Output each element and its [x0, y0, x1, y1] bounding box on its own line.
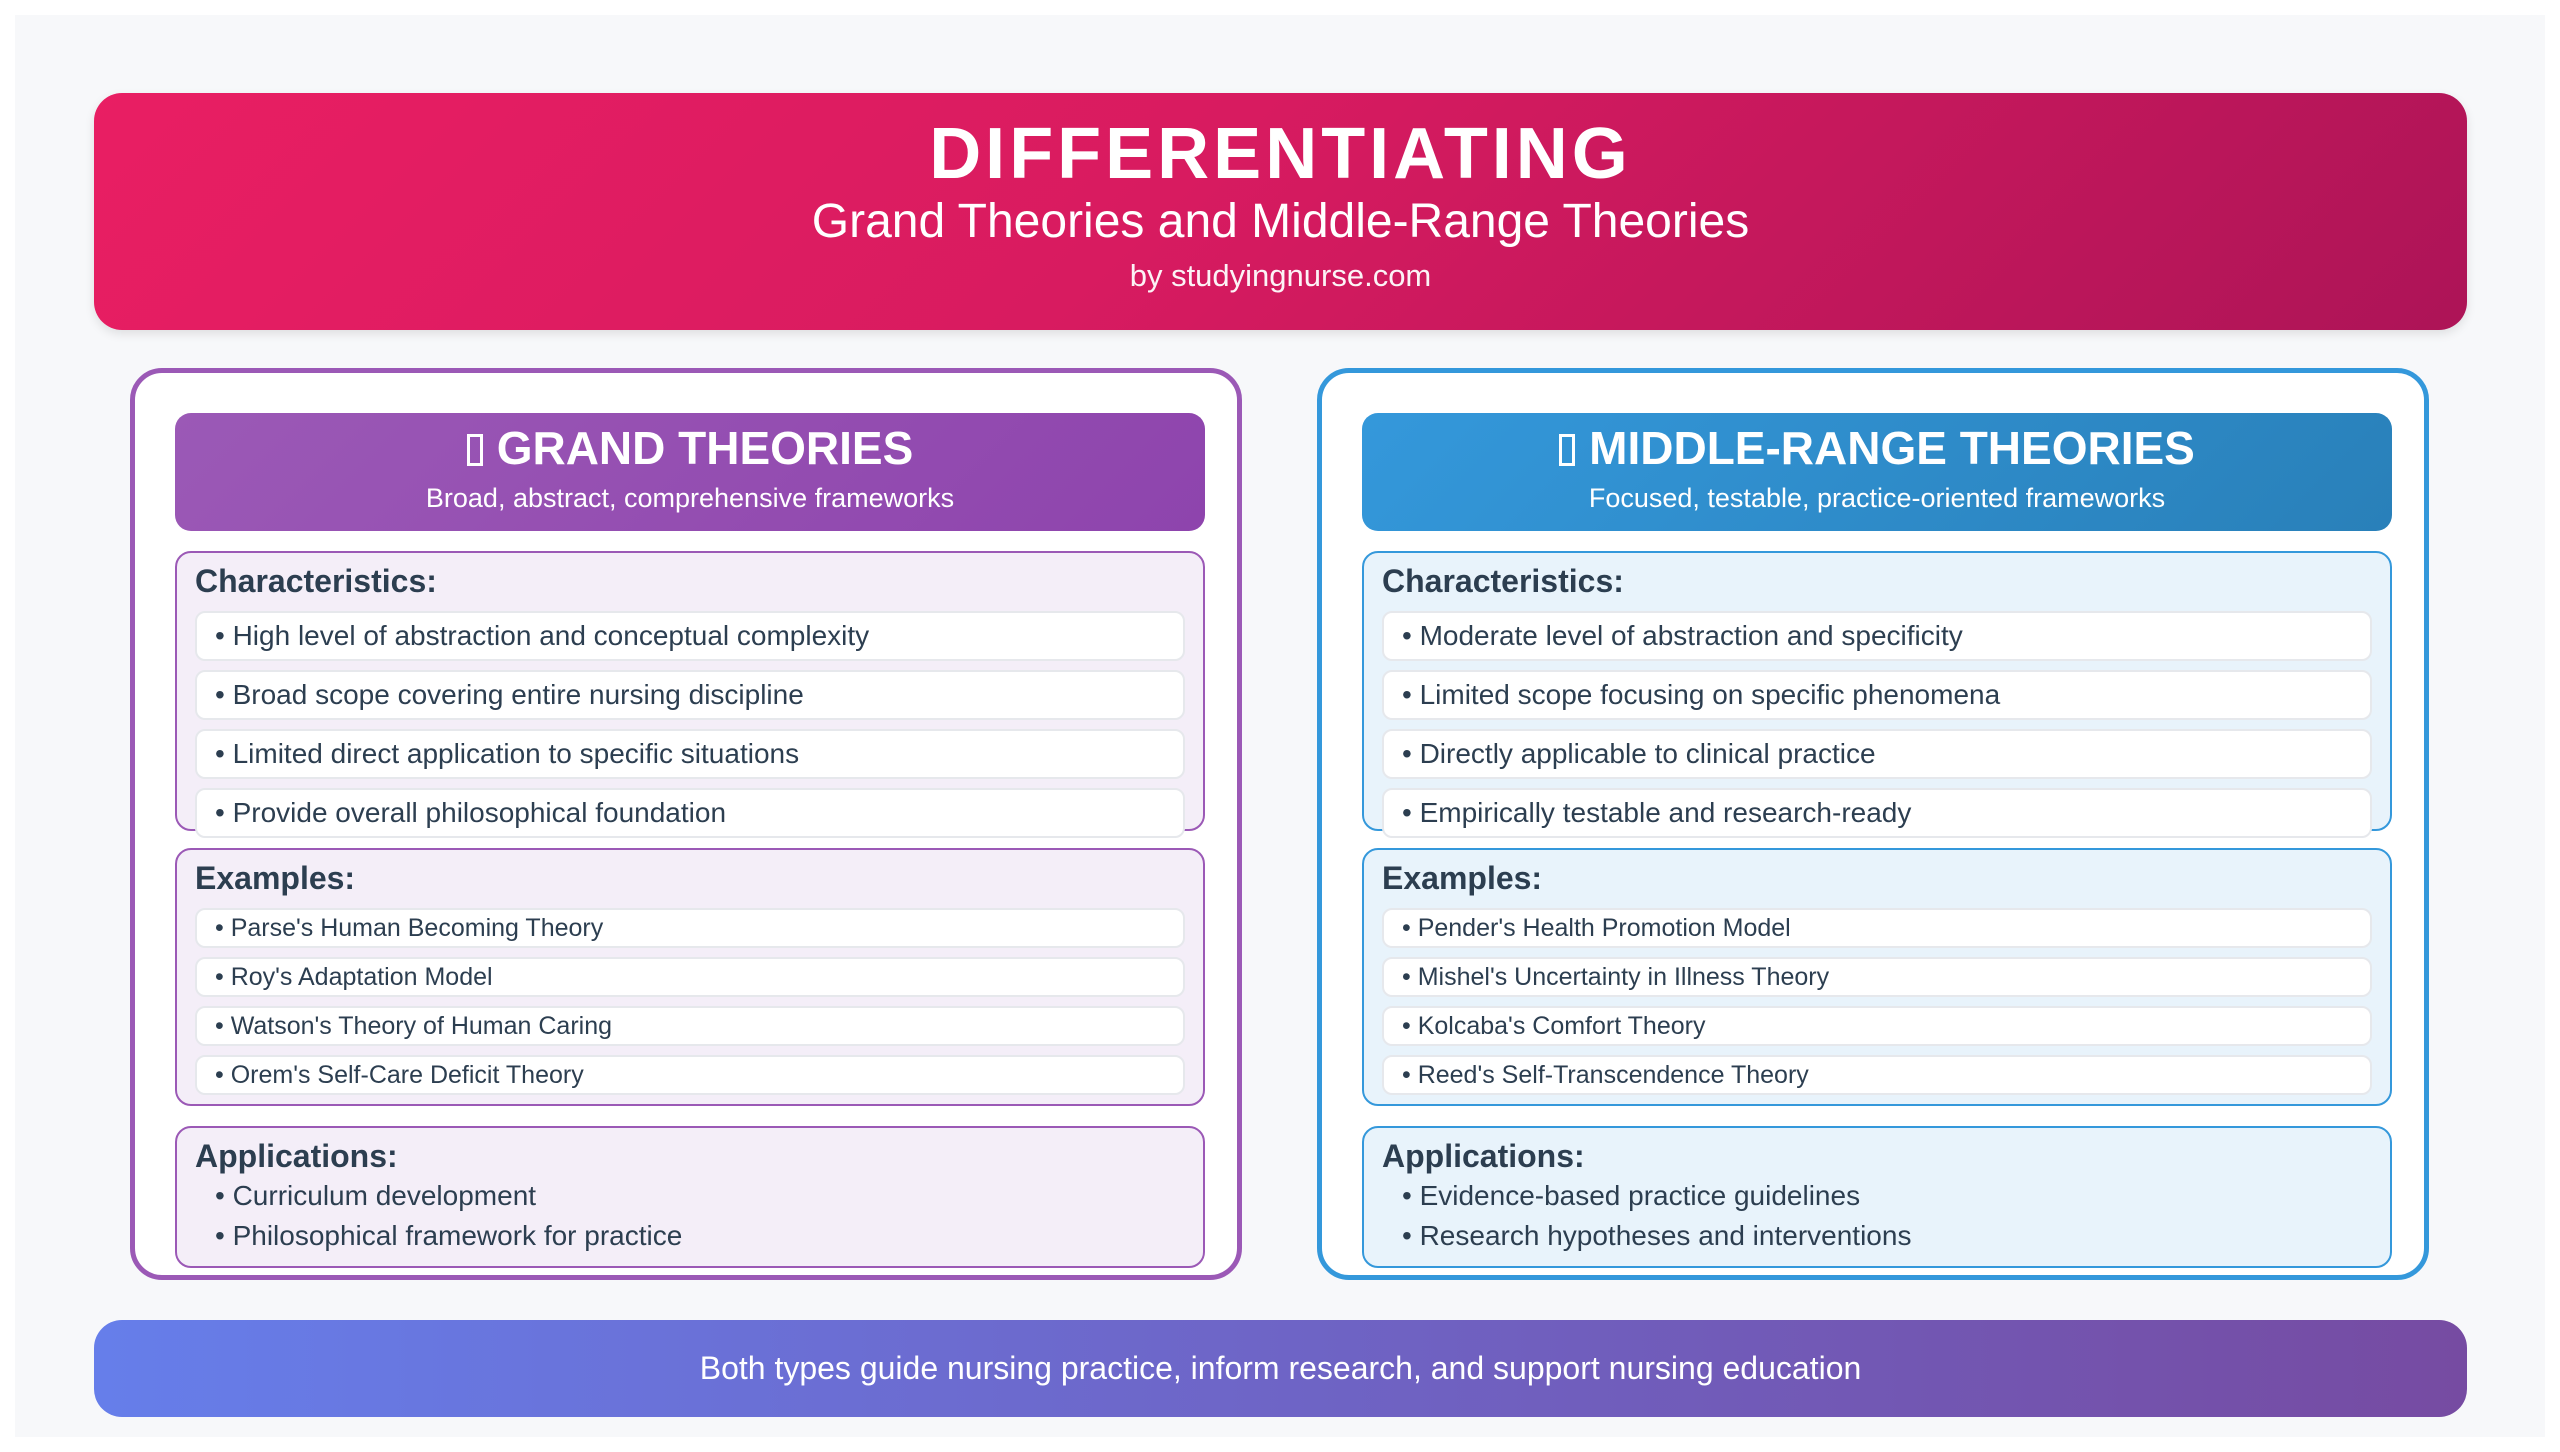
footer-text: Both types guide nursing practice, inform research, and support nursing education — [699, 1350, 1862, 1386]
example-item: • Parse's Human Becoming Theory — [195, 908, 1185, 948]
example-item: • Mishel's Uncertainty in Illness Theory — [1382, 957, 2372, 997]
characteristic-item: • Empirically testable and research-ready — [1382, 788, 2372, 838]
example-item: • Roy's Adaptation Model — [195, 957, 1185, 997]
grand-theories-subtitle: Broad, abstract, comprehensive frameworks — [425, 483, 955, 513]
middle-range-theories-panel — [1317, 368, 2429, 1280]
middle-range-theories-subtitle: Focused, testable, practice-oriented frameworks — [1588, 483, 2166, 513]
grand-theories-title: GRAND THEORIES — [496, 422, 914, 474]
application-item: • Research hypotheses and interventions — [1402, 1220, 1912, 1251]
grand-characteristics-section — [175, 551, 1205, 831]
example-item: • Pender's Health Promotion Model — [1382, 908, 2372, 948]
application-item: • Evidence-based practice guidelines — [1402, 1180, 1861, 1211]
middle-applications-section — [1362, 1126, 2392, 1268]
missing-glyph-icon — [1559, 434, 1575, 466]
characteristic-item: • Moderate level of abstraction and specificity — [1382, 611, 2372, 661]
example-item: • Kolcaba's Comfort Theory — [1382, 1006, 2372, 1046]
section-title: Examples: — [1382, 860, 1543, 896]
characteristic-item: • High level of abstraction and conceptual complexity — [195, 611, 1185, 661]
grand-theories-header — [175, 413, 1205, 531]
application-item: • Philosophical framework for practice — [215, 1220, 683, 1251]
example-item: • Orem's Self-Care Deficit Theory — [195, 1055, 1185, 1095]
byline: by studyingnurse.com — [1129, 258, 1432, 293]
section-title: Characteristics: — [195, 563, 437, 599]
application-item: • Curriculum development — [215, 1180, 537, 1211]
page-subtitle: Grand Theories and Middle-Range Theories — [811, 195, 1750, 248]
section-title: Characteristics: — [1382, 563, 1624, 599]
grand-theories-panel — [130, 368, 1242, 1280]
characteristic-item: • Directly applicable to clinical practice — [1382, 729, 2372, 779]
characteristic-item: • Limited direct application to specific situations — [195, 729, 1185, 779]
example-item: • Reed's Self-Transcendence Theory — [1382, 1055, 2372, 1095]
section-title: Applications: — [1382, 1138, 1585, 1174]
middle-range-theories-header — [1362, 413, 2392, 531]
header-banner — [94, 93, 2467, 330]
middle-examples-section — [1362, 848, 2392, 1106]
footer-banner — [94, 1320, 2467, 1417]
section-title: Applications: — [195, 1138, 398, 1174]
characteristic-item: • Provide overall philosophical foundation — [195, 788, 1185, 838]
example-item: • Watson's Theory of Human Caring — [195, 1006, 1185, 1046]
middle-characteristics-section — [1362, 551, 2392, 831]
characteristic-item: • Limited scope focusing on specific phenomena — [1382, 670, 2372, 720]
section-title: Examples: — [195, 860, 356, 896]
middle-range-theories-title: MIDDLE-RANGE THEORIES — [1589, 422, 2195, 474]
page-title: DIFFERENTIATING — [929, 114, 1632, 194]
characteristic-item: • Broad scope covering entire nursing discipline — [195, 670, 1185, 720]
grand-applications-section — [175, 1126, 1205, 1268]
missing-glyph-icon — [467, 434, 483, 466]
grand-examples-section — [175, 848, 1205, 1106]
